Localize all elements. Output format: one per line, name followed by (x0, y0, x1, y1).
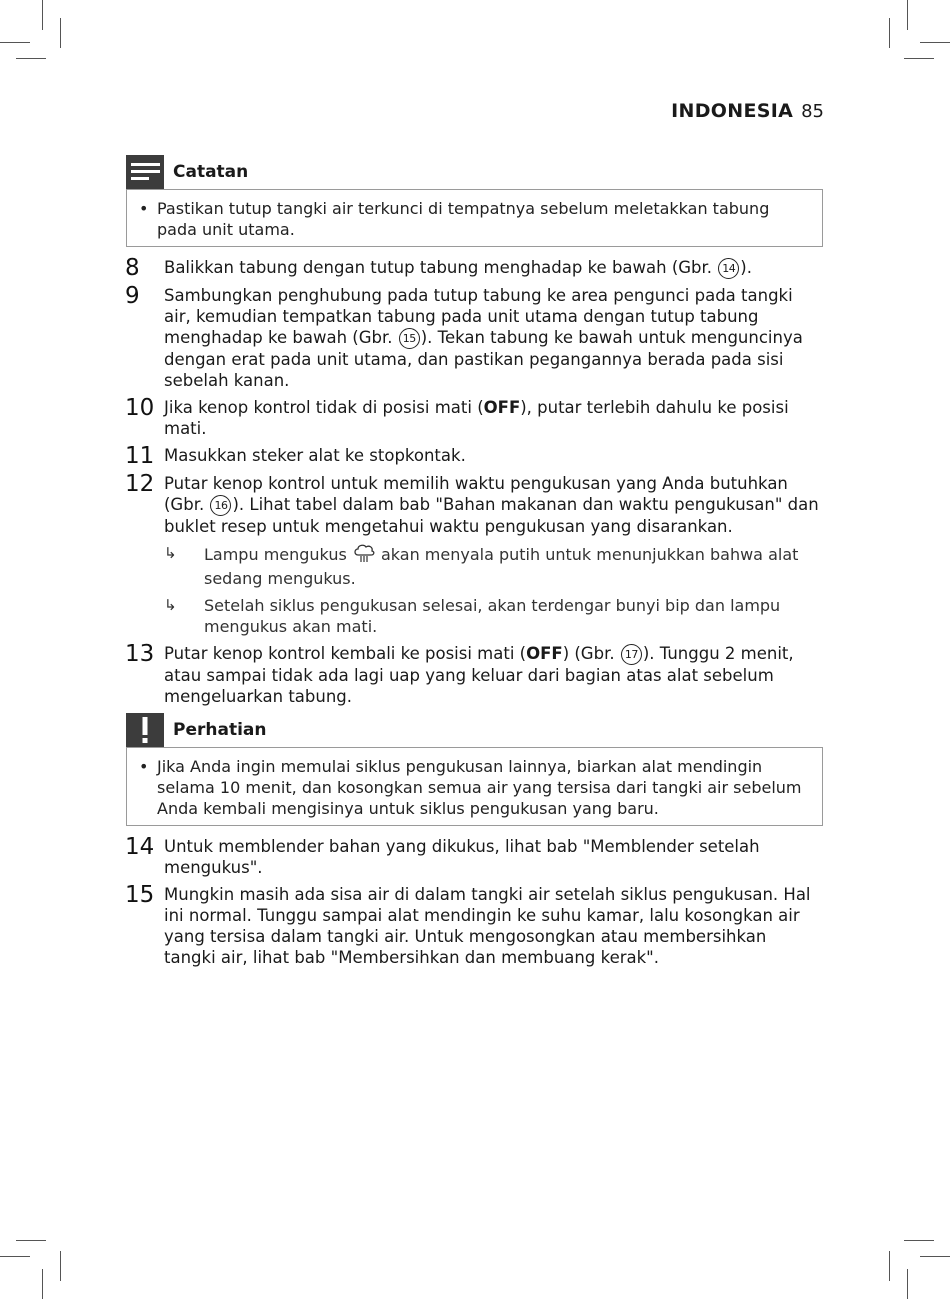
result-arrow-icon: ↳ (164, 596, 177, 614)
figure-ref: 14 (718, 258, 739, 279)
caution-header (126, 713, 823, 747)
step-text-part: Balikkan tabung dengan tutup tabung menghadap ke bawah (Gbr. (164, 258, 718, 277)
crop-mark (42, 0, 43, 30)
caution-callout (126, 713, 823, 826)
step-result (164, 595, 823, 637)
step-text: Masukkan steker alat ke stopkontak. (164, 446, 466, 465)
step-bold: OFF (526, 644, 563, 663)
exclamation-icon (126, 713, 164, 747)
crop-mark (920, 42, 950, 43)
step-text: Untuk memblender bahan yang dikukus, lihat bab "Memblender setelah mengukus". (164, 837, 760, 877)
step-result-text (204, 543, 823, 589)
bullet-icon: • (139, 199, 149, 218)
header-language: INDONESIA (671, 100, 794, 122)
result-text-part: akan menyala putih untuk menunjukkan bahwa alat sedang mengukus. (204, 545, 799, 588)
step-text-part: ). Tekan tabung ke bawah untuk menguncinya dengan erat pada unit utama, dan pastikan pegangannya berada pada sisi sebelah kanan. (164, 328, 803, 390)
step-text (164, 473, 823, 637)
caution-box (126, 747, 823, 826)
step-text (164, 257, 823, 279)
step-number: 12 (125, 471, 155, 497)
result-arrow-icon: ↳ (164, 544, 177, 562)
step-result (164, 543, 823, 589)
steam-cloud-icon (352, 543, 376, 568)
caution-title: Perhatian (173, 720, 267, 740)
note-box (126, 189, 823, 247)
page-number: 85 (801, 101, 824, 122)
step-15 (126, 884, 823, 968)
step-number: 10 (125, 395, 155, 421)
crop-mark (42, 1269, 43, 1299)
step-result-text: Setelah siklus pengukusan selesai, akan terdengar bunyi bip dan lampu mengukus akan mati. (204, 596, 781, 636)
crop-mark (60, 1251, 61, 1281)
note-item (139, 198, 810, 240)
step-text-part: Jika kenop kontrol tidak di posisi mati ( (164, 398, 484, 417)
result-text-part: Lampu mengukus (204, 545, 352, 564)
step-text-part: Sambungkan penghubung pada tutup tabung ke area pengunci pada tangki air, kemudian tempatkan tabung pada unit utama dengan tutup tabung menghadap ke bawah (Gbr. (164, 286, 793, 347)
step-number: 13 (125, 641, 155, 667)
crop-mark (907, 0, 908, 30)
bullet-icon: • (139, 757, 149, 776)
step-14 (126, 836, 823, 878)
step-text: Mungkin masih ada sisa air di dalam tangki air setelah siklus pengukusan. Hal ini normal. Tunggu sampai alat mendingin ke suhu kamar, lalu kosongkan air yang tersisa dalam tangki air. Untuk mengosongkan atau membersihkan tangki air, lihat bab "Membersihkan dan membuang kerak". (164, 885, 811, 967)
crop-mark (60, 18, 61, 48)
figure-ref: 15 (399, 328, 420, 349)
step-number: 11 (125, 443, 155, 469)
figure-ref: 16 (210, 495, 231, 516)
step-text (164, 285, 823, 391)
crop-mark (904, 1240, 934, 1241)
crop-mark (920, 1256, 950, 1257)
crop-mark (907, 1269, 908, 1299)
crop-mark (889, 1251, 890, 1281)
page-header (671, 98, 824, 125)
note-lines-icon (126, 155, 164, 189)
step-text-part: Putar kenop kontrol untuk memilih waktu pengukusan yang Anda butuhkan (Gbr. (164, 474, 788, 514)
crop-mark (0, 1256, 30, 1257)
note-header (126, 155, 823, 189)
step-text (164, 643, 823, 707)
step-bold: OFF (483, 398, 521, 417)
note-title: Catatan (173, 162, 249, 182)
step-text-part: ) (Gbr. (562, 644, 620, 663)
step-text (164, 397, 823, 439)
steps-list-b (126, 836, 823, 968)
step-text-part: ). (740, 258, 752, 277)
caution-item (139, 756, 810, 819)
step-number: 14 (125, 834, 155, 860)
step-text-part: Putar kenop kontrol kembali ke posisi mati ( (164, 644, 527, 663)
step-11 (126, 445, 823, 467)
note-item-text: Pastikan tutup tangki air terkunci di tempatnya sebelum meletakkan tabung pada unit utama. (157, 199, 770, 239)
crop-mark (889, 18, 890, 48)
step-10 (126, 397, 823, 439)
crop-mark (904, 58, 934, 59)
step-text-part: ), putar terlebih dahulu ke posisi mati. (164, 398, 789, 438)
crop-mark (16, 58, 46, 59)
step-text-part: ). Tunggu 2 menit, atau sampai tidak ada lagi uap yang keluar dari bagian atas alat sebelum mengeluarkan tabung. (164, 644, 794, 706)
step-number: 15 (125, 882, 155, 908)
step-9 (126, 285, 823, 391)
figure-ref: 17 (621, 644, 642, 665)
step-12 (126, 473, 823, 637)
page-content (126, 155, 823, 974)
caution-item-text: Jika Anda ingin memulai siklus pengukusan lainnya, biarkan alat mendingin selama 10 menit, dan kosongkan semua air yang tersisa dari tangki air sebelum Anda kembali mengisinya untuk siklus pengukusan yang baru. (157, 757, 802, 818)
crop-mark (0, 42, 30, 43)
step-8 (126, 257, 823, 279)
steps-list-a (126, 257, 823, 707)
note-callout (126, 155, 823, 247)
crop-mark (16, 1240, 46, 1241)
step-text-part: ). Lihat tabel dalam bab "Bahan makanan dan waktu pengukusan" dan buklet resep untuk mengetahui waktu pengukusan yang disarankan. (164, 495, 819, 536)
step-number: 8 (125, 255, 140, 281)
step-number: 9 (125, 283, 140, 309)
step-13 (126, 643, 823, 707)
